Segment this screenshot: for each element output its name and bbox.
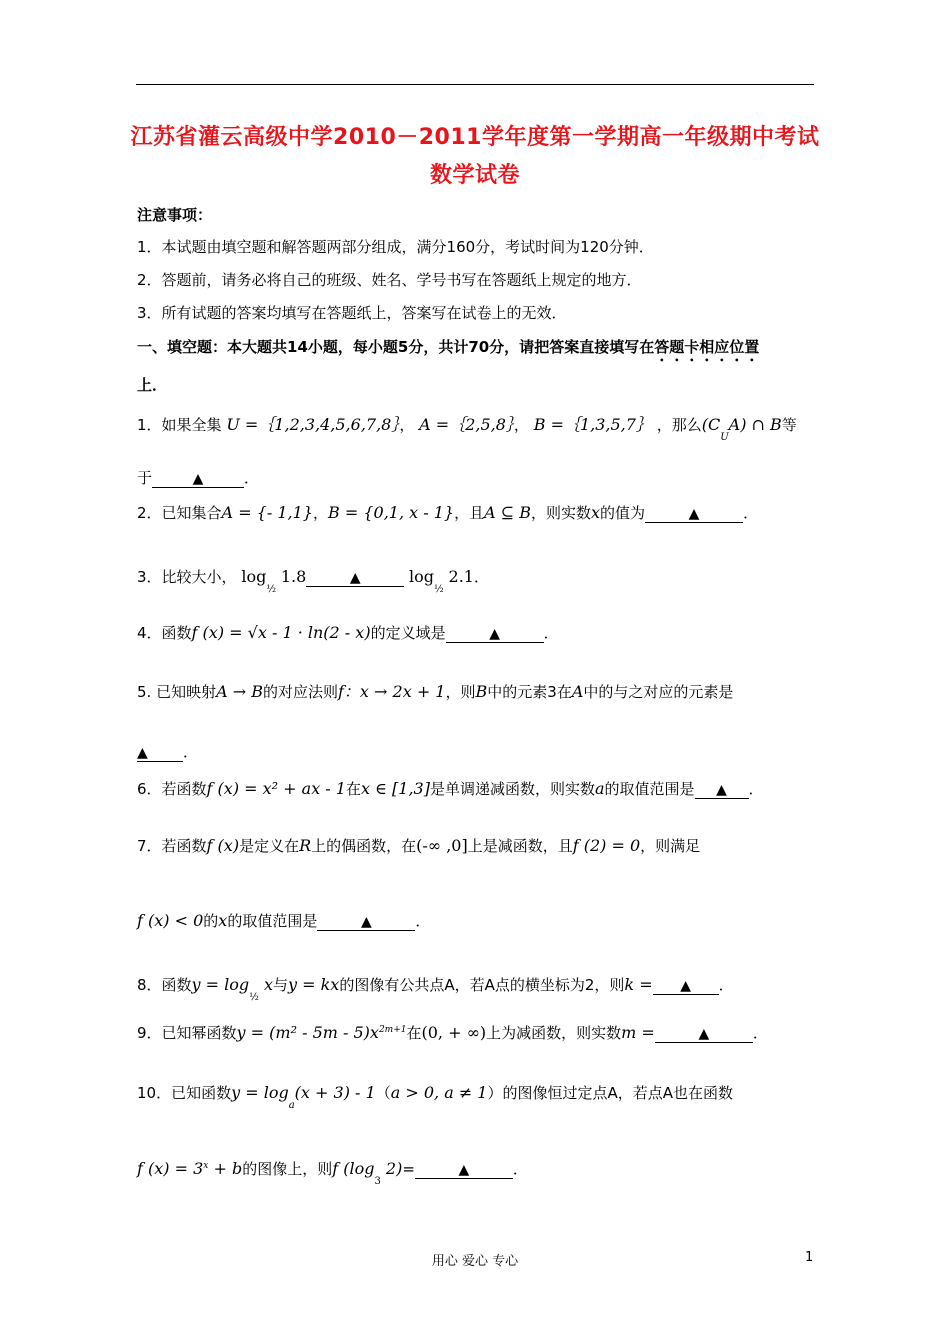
question-7-cont: f (x) < 0的x的取值范围是 ▲ ． bbox=[137, 911, 431, 930]
question-9: 9．已知幂函数$y = (m^2 - 5m - 5)x^{2m+1}$在(0, + ∞)上为减函数，则实数m = ▲ ． bbox=[137, 1023, 768, 1042]
question-10: 10．已知函数$y = \log_a(x + 3) - 1(a > 0$, a ≠ 1）的图像恒过定点A，若点A也在函数 bbox=[137, 1083, 734, 1111]
page-footer: 用心 爱心 专心 bbox=[431, 1254, 519, 1269]
answer-blank-6[interactable]: ▲ bbox=[695, 782, 749, 799]
question-1-cont: 于 ▲ ． bbox=[137, 469, 260, 487]
answer-blank-9[interactable]: ▲ bbox=[655, 1026, 753, 1043]
answer-blank-4[interactable]: ▲ bbox=[446, 626, 544, 643]
section-heading: 一、填空题：本大题共14小题，每小题5分，共计70分，请把答案直接填写在答题卡相应位置 bbox=[137, 338, 760, 356]
question-10-cont: f $(x) = 3^x + b$的图像上，则f ($\log_3$ 2)= ▲ ． bbox=[137, 1159, 528, 1187]
question-1: 1．如果全集 U =｛1,2,3,4,5,6,7,8｝， A =｛2,5,8｝， B =｛1,3,5,7｝ ，那么$(C_UA)$ ∩ B等 bbox=[137, 415, 797, 443]
answer-blank-5[interactable]: ▲ bbox=[137, 745, 183, 762]
question-5-cont: ▲ ． bbox=[137, 743, 199, 761]
question-6: 6．若函数f (x) = x² + ax - 1在x ∈ [1,3]是单调递减函数，则实数a的取值范围是 ▲ ． bbox=[137, 779, 764, 798]
section-heading-tail: 上． bbox=[137, 376, 168, 394]
question-2: 2．已知集合A = {- 1,1}，B = {0,1, x - 1}，且A ⊆ B，则实数x的值为 ▲ ． bbox=[137, 503, 759, 522]
header-rule bbox=[136, 84, 814, 85]
answer-blank-8[interactable]: ▲ bbox=[653, 978, 719, 995]
notice-2: 2．答题前，请务必将自己的班级、姓名、学号书写在答题纸上规定的地方． bbox=[137, 271, 642, 289]
question-4: 4．函数f (x) = √x - 1 · ln(2 - x)的定义域是 ▲ ． bbox=[137, 623, 559, 642]
question-3: 3．比较大小， $\log_{\frac{1}{2}} 1.8$ ▲ $\log_{\frac{1}{2}} 2.1$． bbox=[137, 567, 489, 595]
question-5: 5. 已知映射A → B的对应法则f：x → 2x + 1，则B中的元素3在A中的与之对应的元素是 bbox=[137, 682, 734, 701]
exam-title-line1: 江苏省灌云高级中学2010－2011学年度第一学期高一年级期中考试 bbox=[130, 125, 820, 150]
question-8: 8．函数$y = \log_{\frac{1}{2}} x$与y = kx的图像有公共点A，若A点的横坐标为2，则k = ▲ ． bbox=[137, 975, 734, 1003]
notice-heading: 注意事项： bbox=[137, 206, 213, 224]
answer-blank-3[interactable]: ▲ bbox=[306, 570, 404, 587]
exam-title-line2: 数学试卷 bbox=[429, 163, 520, 188]
question-7: 7．若函数f (x)是定义在R上的偶函数，在(-∞ ,0]上是减函数，且f (2) = 0，则满足 bbox=[137, 836, 701, 855]
answer-blank-7[interactable]: ▲ bbox=[317, 914, 415, 931]
answer-blank-2[interactable]: ▲ bbox=[645, 506, 743, 523]
answer-blank-10[interactable]: ▲ bbox=[415, 1162, 513, 1179]
answer-blank-1[interactable]: ▲ bbox=[152, 471, 244, 488]
page-number: 1 bbox=[805, 1250, 814, 1265]
notice-1: 1．本试题由填空题和解答题两部分组成，满分160分，考试时间为120分钟． bbox=[137, 238, 654, 256]
notice-3: 3．所有试题的答案均填写在答题纸上，答案写在试卷上的无效． bbox=[137, 304, 567, 322]
